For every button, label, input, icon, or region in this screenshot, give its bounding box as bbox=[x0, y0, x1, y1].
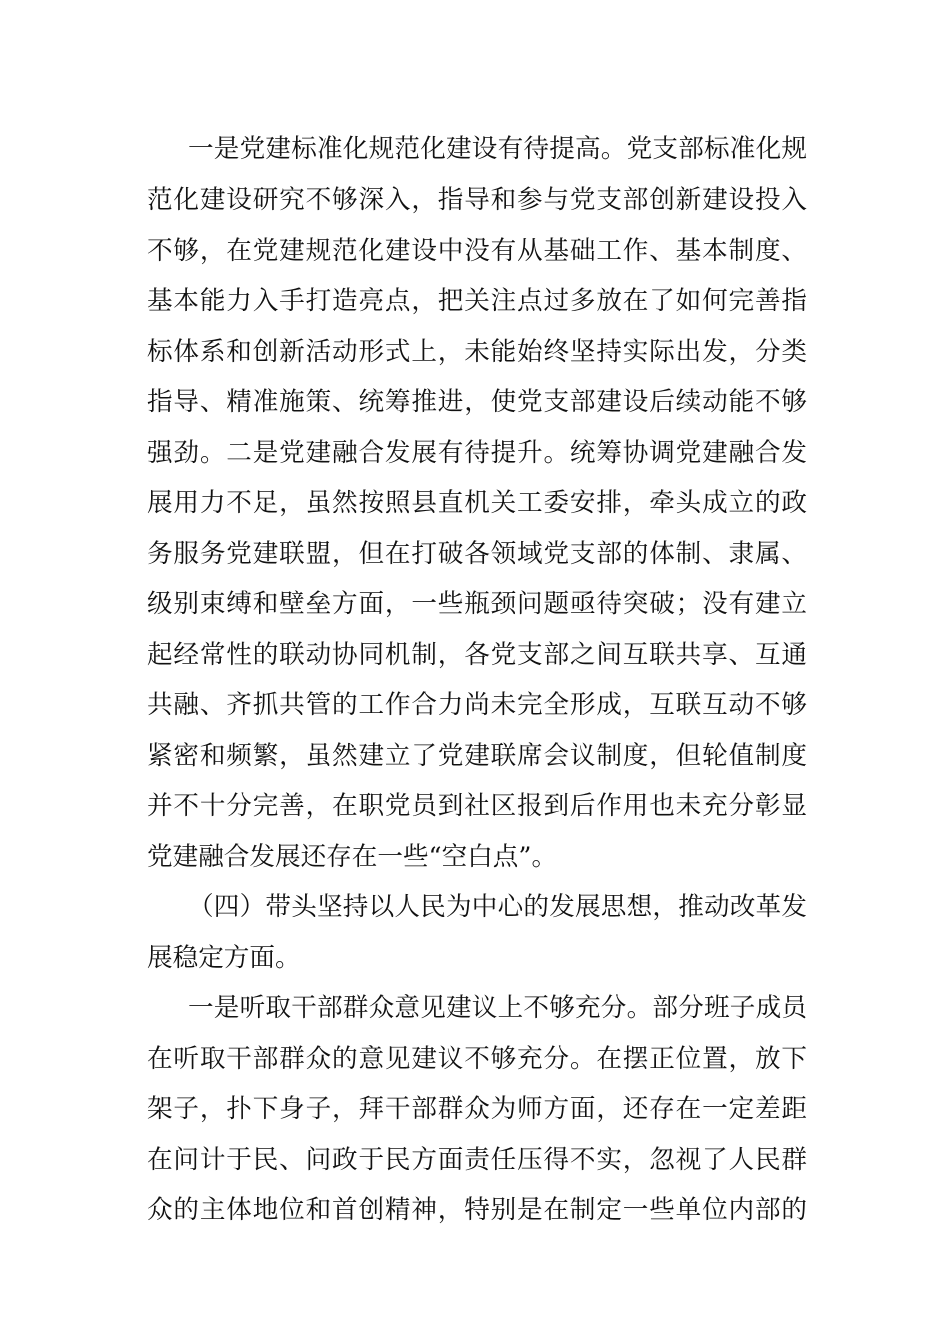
text-line: 在听取干部群众的意见建议不够充分。在摆正位置，放下 bbox=[147, 1044, 807, 1074]
text-line: 展用力不足，虽然按照县直机关工委安排，牵头成立的政 bbox=[147, 488, 807, 518]
text-line: 标体系和创新活动形式上，未能始终坚持实际出发，分类 bbox=[147, 337, 807, 367]
text-line: 在问计于民、问政于民方面责任压得不实，忽视了人民群 bbox=[147, 1145, 807, 1175]
text-line: 指导、精准施策、统筹推进，使党支部建设后续动能不够 bbox=[147, 387, 807, 417]
text-line: 不够，在党建规范化建设中没有从基础工作、基本制度、 bbox=[147, 236, 807, 266]
text-line: 众的主体地位和首创精神，特别是在制定一些单位内部的 bbox=[147, 1195, 807, 1225]
text-line: 一是听取干部群众意见建议上不够充分。部分班子成员 bbox=[188, 993, 807, 1023]
text-line: 一是党建标准化规范化建设有待提高。党支部标准化规 bbox=[188, 134, 807, 164]
text-line: 架子，扑下身子，拜干部群众为师方面，还存在一定差距 bbox=[147, 1094, 807, 1124]
text-line: 共融、齐抓共管的工作合力尚未完全形成，互联互动不够 bbox=[147, 690, 807, 720]
section-heading-line: 展稳定方面。 bbox=[147, 943, 301, 973]
text-line: 党建融合发展还存在一些“空白点”。 bbox=[147, 842, 558, 872]
text-line: 范化建设研究不够深入，指导和参与党支部创新建设投入 bbox=[147, 185, 807, 215]
text-line: 起经常性的联动协同机制，各党支部之间互联共享、互通 bbox=[147, 640, 807, 670]
text-line: 基本能力入手打造亮点，把关注点过多放在了如何完善指 bbox=[147, 286, 807, 316]
text-line: 并不十分完善，在职党员到社区报到后作用也未充分彰显 bbox=[147, 791, 807, 821]
text-line: 紧密和频繁，虽然建立了党建联席会议制度，但轮值制度 bbox=[147, 741, 807, 771]
text-line: 强劲。二是党建融合发展有待提升。统筹协调党建融合发 bbox=[147, 438, 807, 468]
text-line: 务服务党建联盟，但在打破各领域党支部的体制、隶属、 bbox=[147, 539, 807, 569]
text-line: 级别束缚和壁垒方面，一些瓶颈问题亟待突破；没有建立 bbox=[147, 589, 807, 619]
section-heading-line: （四）带头坚持以人民为中心的发展思想，推动改革发 bbox=[188, 892, 807, 922]
